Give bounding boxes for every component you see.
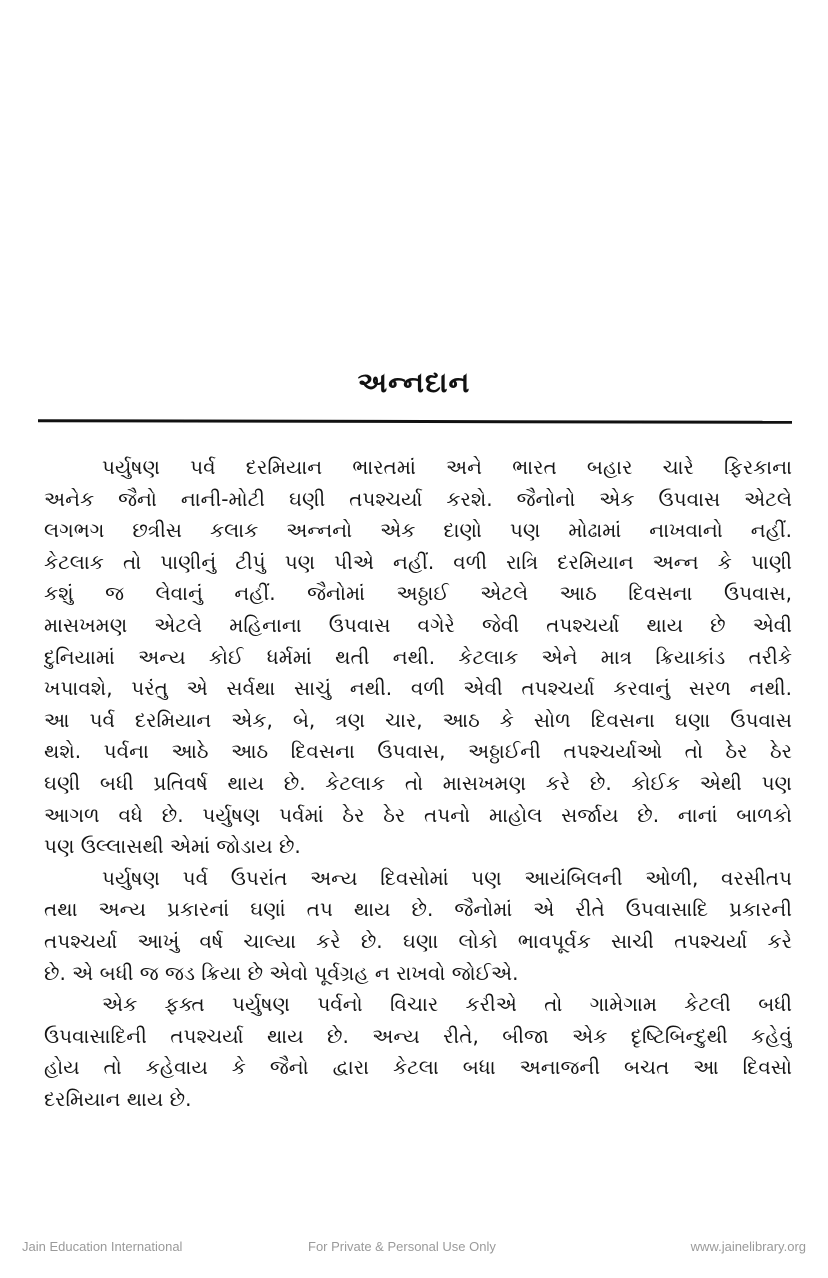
page-title: અન્નદાન [357,366,471,399]
paragraph-1 [44,452,792,863]
text-line: છે. એ બધી જ જડ ક્રિયા છે એવો પૂર્વગ્રહ ન રાખવો જોઈએ. [44,960,519,985]
text-line: અનેક જૈનો નાની-મોટી ઘણી તપશ્ચર્યા કરશે. જૈનોનો એક ઉપવાસ એટલે [44,486,792,511]
text-line: પર્યુષણ પર્વ ઉપરાંત અન્ય દિવસોમાં પણ આયંબિલની ઓળી, વરસીતપ [102,865,792,890]
paragraph-3 [44,989,792,1115]
text-line: હોય તો કહેવાય કે જૈનો દ્વારા કેટલા બધા અનાજની બચત આ દિવસો [44,1055,792,1080]
page-footer [0,1239,828,1259]
footer-usage-notice: For Private & Personal Use Only [308,1239,496,1254]
text-line: થશે. પર્વના આઠે આઠ દિવસના ઉપવાસ, અઠ્ઠાઈની તપશ્ચર્યાઓ તો ઠેર ઠેર [44,739,792,764]
text-line: કશું જ લેવાનું નહીં. જૈનોમાં અઠ્ઠાઈ એટલે આઠ દિવસના ઉપવાસ, [44,581,792,606]
text-line: તપશ્ચર્યા આખું વર્ષ ચાલ્યા કરે છે. ઘણા લોકો ભાવપૂર્વક સાચી તપશ્ચર્યા કરે [44,928,792,953]
footer-publisher: Jain Education International [22,1239,183,1254]
paragraph-2 [44,863,792,989]
body-text [44,452,792,1115]
text-line: આ પર્વ દરમિયાન એક, બે, ત્રણ ચાર, આઠ કે સોળ દિવસના ઘણા ઉપવાસ [44,707,792,732]
text-line: લગભગ છત્રીસ કલાક અન્નનો એક દાણો પણ મોઢામાં નાખવાનો નહીં. [44,518,792,543]
text-line: દુનિયામાં અન્ય કોઈ ધર્મમાં થતી નથી. કેટલાક એને માત્ર ક્રિયાકાંડ તરીકે [44,644,792,669]
text-line: તથા અન્ય પ્રકારનાં ઘણાં તપ થાય છે. જૈનોમાં એ રીતે ઉપવાસાદિ પ્રકારની [44,897,792,922]
text-line: ખપાવશે, પરંતુ એ સર્વથા સાચું નથી. વળી એવી તપશ્ચર્યા કરવાનું સરળ નથી. [44,676,792,701]
text-line: દરમિયાન થાય છે. [44,1086,192,1111]
text-line: આગળ વધે છે. પર્યુષણ પર્વમાં ઠેર ઠેર તપનો માહોલ સર્જાય છે. નાનાં બાળકો [44,802,792,827]
text-line: પર્યુષણ પર્વ દરમિયાન ભારતમાં અને ભારત બહાર ચારે ફિરકાના [102,455,792,479]
text-line: માસખમણ એટલે મહિનાના ઉપવાસ વગેરે જેવી તપશ્ચર્યા થાય છે એવી [44,612,792,637]
title-divider [38,419,792,424]
text-line: પણ ઉલ્લાસથી એમાં જોડાય છે. [44,834,301,859]
footer-website-link[interactable]: www.jainelibrary.org [690,1239,806,1254]
text-line: કેટલાક તો પાણીનું ટીપું પણ પીએ નહીં. વળી રાત્રિ દરમિયાન અન્ન કે પાણી [44,549,792,574]
text-line: ઘણી બધી પ્રતિવર્ષ થાય છે. કેટલાક તો માસખમણ કરે છે. કોઈક એથી પણ [44,770,792,795]
text-line: ઉપવાસાદિની તપશ્ચર્યા થાય છે. અન્ય રીતે, બીજા એક દૃષ્ટિબિન્દુથી કહેવું [44,1023,792,1048]
text-line: એક ફક્ત પર્યુષણ પર્વનો વિચાર કરીએ તો ગામેગામ કેટલી બધી [102,992,792,1017]
